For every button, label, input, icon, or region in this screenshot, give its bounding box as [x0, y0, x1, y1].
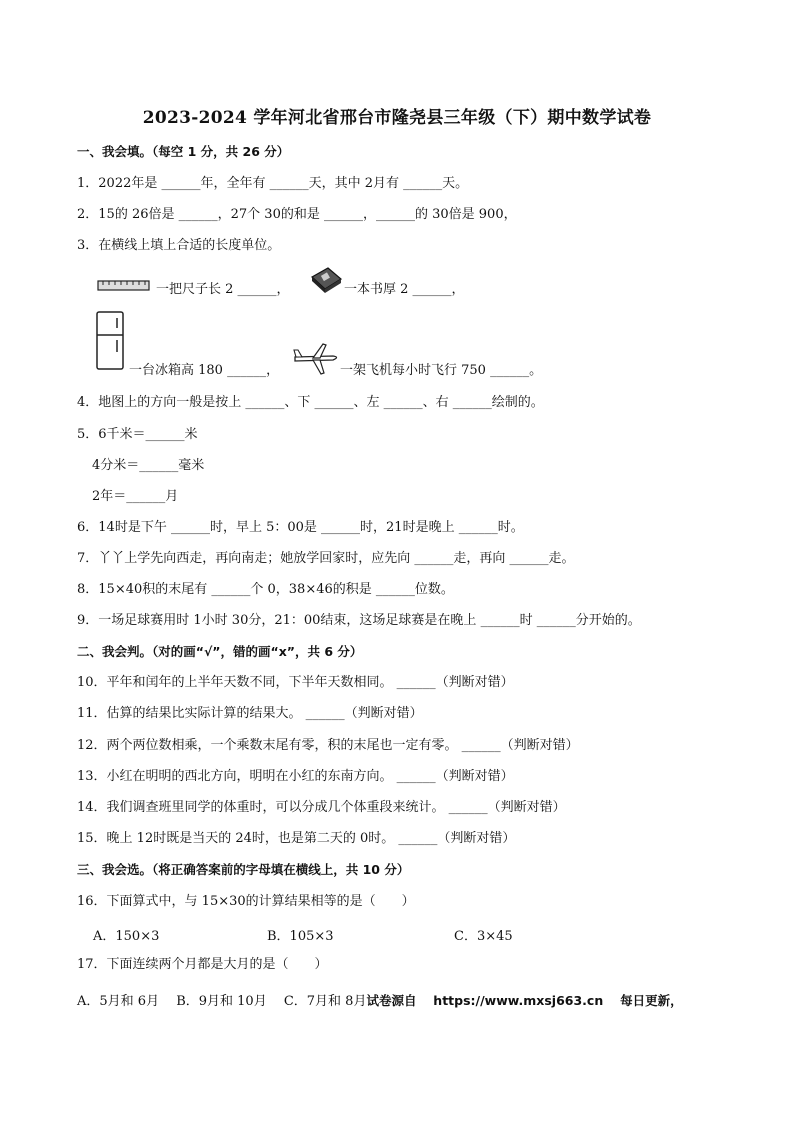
fridge-icon: [95, 310, 127, 372]
section-3-heading: 三、我会选。（将正确答案前的字母填在横线上，共 10 分）: [77, 862, 410, 877]
question-7: 7．丫丫上学先向西走，再向南走；她放学回家时，应先向 ______走，再向 ______走。: [77, 551, 575, 566]
question-16-option-c: C．3×45: [454, 929, 513, 944]
airplane-icon: [293, 342, 341, 376]
question-5-c: 2年＝______月: [92, 489, 179, 504]
question-17-options-row: [77, 990, 683, 1009]
book-icon: [308, 265, 344, 295]
question-9: 9．一场足球赛用时 1小时 30分，21：00结束，这场足球赛是在晚上 ______时 ______分开始的。: [77, 613, 641, 628]
question-14: 14．我们调查班里同学的体重时，可以分成几个体重段来统计。 ______（判断对错）: [77, 800, 566, 815]
question-15: 15．晚上 12时既是当天的 24时，也是第二天的 0时。 ______（判断对错）: [77, 831, 516, 846]
question-16-option-b: B．105×3: [267, 929, 334, 944]
question-10: 10．平年和闰年的上半年天数不同，下半年天数相同。 ______（判断对错）: [77, 675, 514, 690]
question-8: 8．15×40积的末尾有 ______个 0，38×46的积是 ______位数。: [77, 582, 454, 597]
question-5-a: 5．6千米＝______米: [77, 427, 198, 442]
question-16-option-a: A．150×3: [93, 929, 160, 944]
question-12: 12．两个两位数相乘，一个乘数末尾有零，积的末尾也一定有零。 ______（判断对错）: [77, 738, 579, 753]
question-3: 3．在横线上填上合适的长度单位。: [77, 238, 281, 253]
question-6: 6．14时是下午 ______时，早上 5：00是 ______时，21时是晚上 ______时。: [77, 520, 524, 535]
question-2: 2．15的 26倍是 ______，27个 30的和是 ______，______的 30倍是 900，: [77, 207, 517, 222]
section-1-heading: 一、我会填。（每空 1 分，共 26 分）: [77, 144, 290, 159]
section-2-heading: 二、我会判。（对的画“√”，错的画“x”，共 6 分）: [77, 644, 363, 659]
question-17: 17．下面连续两个月都是大月的是（ ）: [77, 957, 328, 972]
question-1: 1．2022年是 ______年，全年有 ______天，其中 2月有 ______天。: [77, 176, 469, 191]
question-3-airplane: 一架飞机每小时飞行 750 ______。: [340, 363, 543, 378]
question-5-b: 4分米＝______毫米: [92, 458, 205, 473]
question-3-book: 一本书厚 2 ______，: [344, 282, 465, 297]
question-11: 11．估算的结果比实际计算的结果大。 ______（判断对错）: [77, 706, 423, 721]
question-3-ruler: 一把尺子长 2 ______，: [156, 282, 290, 297]
question-17-options: A．5月和 6月 B．9月和 10月 C．7月和 8月: [77, 994, 367, 1009]
ruler-icon: [97, 279, 151, 293]
question-13: 13．小红在明明的西北方向，明明在小红的东南方向。 ______（判断对错）: [77, 769, 514, 784]
question-3-fridge: 一台冰箱高 180 ______，: [129, 363, 280, 378]
question-16: 16．下面算式中，与 15×30的计算结果相等的是（ ）: [77, 894, 415, 909]
watermark-text: 试卷源自 https://www.mxsj663.cn 每日更新，: [366, 993, 683, 1008]
page-title: 2023-2024 学年河北省邢台市隆尧县三年级（下）期中数学试卷: [142, 108, 652, 128]
question-4: 4．地图上的方向一般是按上 ______、下 ______、左 ______、右 ______绘制的。: [77, 395, 544, 410]
